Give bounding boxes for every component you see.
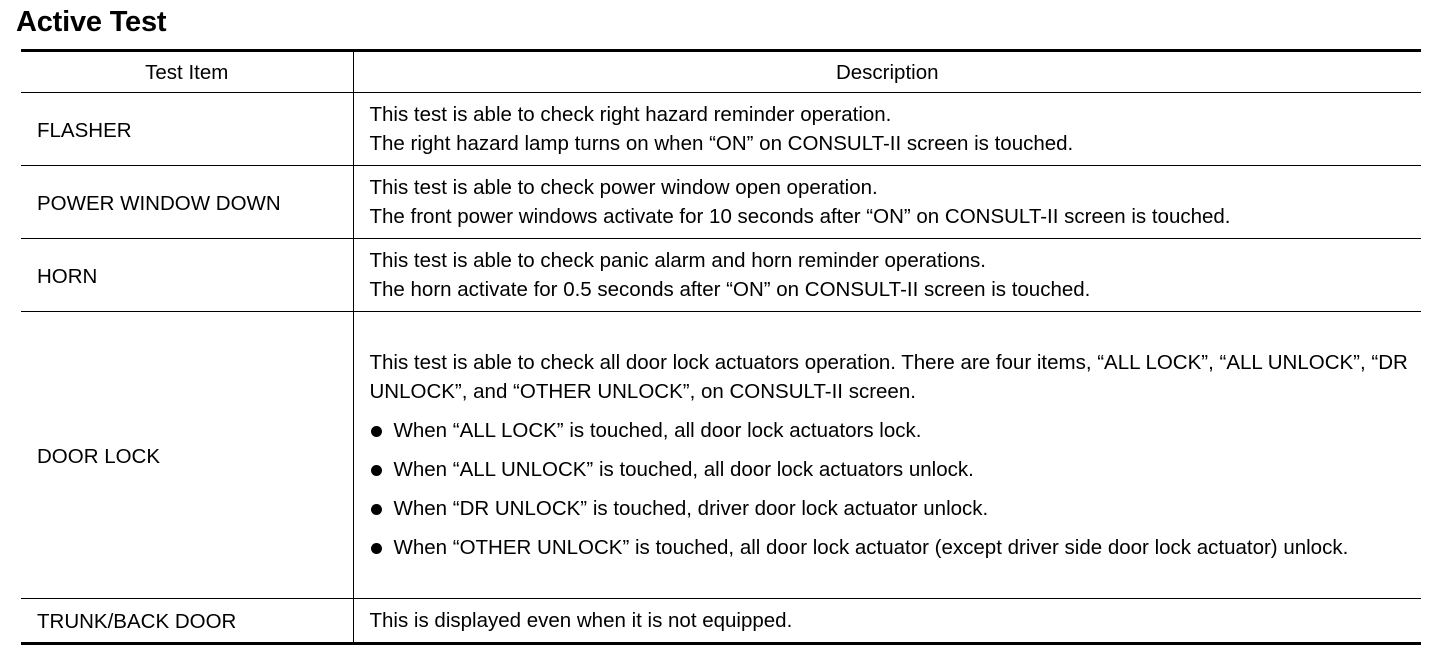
- table-header-row: [21, 51, 1421, 93]
- table-row: [21, 166, 1421, 239]
- description-cell: [353, 239, 1421, 312]
- bullet-text: When “ALL UNLOCK” is touched, all door lock actuators unlock.: [393, 458, 974, 481]
- description-intro: This test is able to check all door lock actuators operation. There are four items, “ALL LOCK”, “ALL UNLOCK”, “DR UNLOCK”, and “OTHER UNLOCK”, on CONSULT-II screen.: [369, 351, 1408, 403]
- page-title: Active Test: [16, 6, 167, 38]
- description-line: This test is able to check panic alarm and horn reminder operations.: [369, 249, 986, 272]
- description-cell: [353, 599, 1421, 644]
- bullet-icon: [371, 504, 382, 515]
- bullet-item: [370, 533, 1414, 562]
- bullet-icon: [371, 543, 382, 554]
- bullet-item: [370, 494, 1414, 523]
- description-cell: [353, 166, 1421, 239]
- bullet-text: When “DR UNLOCK” is touched, driver door lock actuator unlock.: [393, 497, 989, 520]
- bullet-item: [370, 455, 1414, 484]
- test-item-cell: HORN: [21, 239, 353, 312]
- description-cell: [353, 93, 1421, 166]
- description-line: This is displayed even when it is not equipped.: [369, 609, 793, 632]
- description-line: This test is able to check right hazard reminder operation.: [369, 103, 892, 126]
- column-header-description: Description: [353, 51, 1421, 93]
- table-row: [21, 312, 1421, 599]
- test-item-cell: POWER WINDOW DOWN: [21, 166, 353, 239]
- description-line: This test is able to check power window open operation.: [369, 176, 878, 199]
- column-header-test-item: Test Item: [21, 51, 353, 93]
- bullet-text: When “ALL LOCK” is touched, all door lock actuators lock.: [393, 419, 922, 442]
- description-line: The horn activate for 0.5 seconds after “ON” on CONSULT-II screen is touched.: [369, 278, 1091, 301]
- test-item-cell: TRUNK/BACK DOOR: [21, 599, 353, 644]
- test-item-cell: FLASHER: [21, 93, 353, 166]
- table-row: [21, 93, 1421, 166]
- description-line: The front power windows activate for 10 seconds after “ON” on CONSULT-II screen is touched.: [369, 205, 1231, 228]
- test-item-cell: DOOR LOCK: [21, 312, 353, 599]
- table-row: [21, 599, 1421, 644]
- bullet-icon: [371, 426, 382, 437]
- table-row: [21, 239, 1421, 312]
- active-test-table: [21, 49, 1421, 645]
- bullet-text: When “OTHER UNLOCK” is touched, all door lock actuator (except driver side door lock actuator) unlock.: [393, 536, 1349, 559]
- description-cell: [353, 312, 1421, 599]
- description-line: The right hazard lamp turns on when “ON” on CONSULT-II screen is touched.: [369, 132, 1074, 155]
- bullet-item: [370, 416, 1414, 445]
- bullet-icon: [371, 465, 382, 476]
